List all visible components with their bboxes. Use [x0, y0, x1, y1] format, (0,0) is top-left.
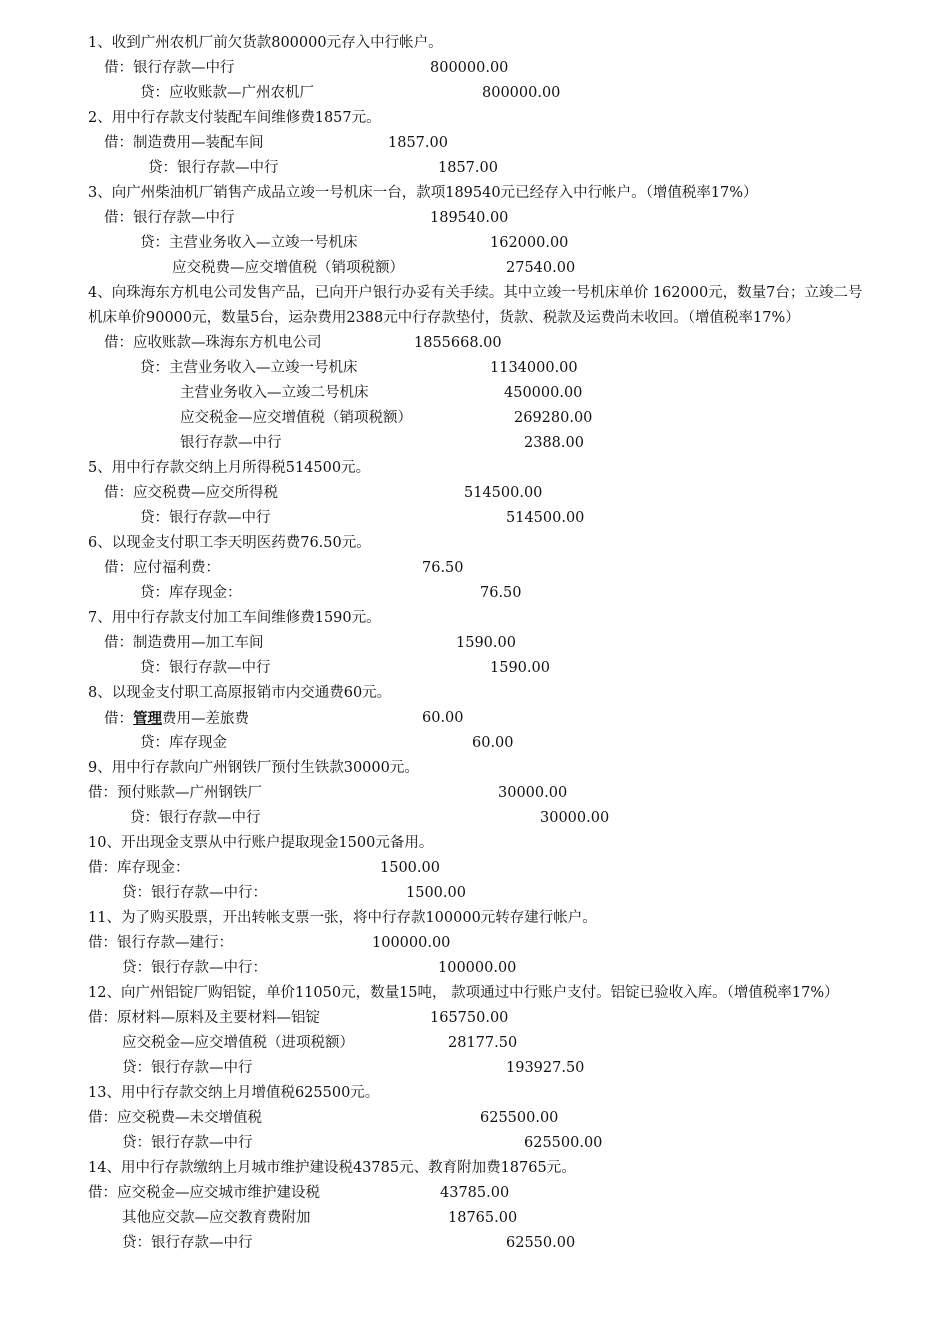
entry-4-credit-1 — [0, 356, 950, 381]
entry-8-debit — [0, 706, 950, 731]
account-text: 贷：银行存款—中行： — [122, 960, 267, 976]
entry-14-debit — [0, 1181, 950, 1206]
amount: 800000.00 — [430, 60, 509, 76]
account-text: 应交税费—应交增值税（销项税额） — [172, 260, 404, 276]
amount: 60.00 — [472, 735, 514, 751]
entry-5-question — [0, 456, 950, 481]
entry-12-debit — [0, 1006, 950, 1031]
amount: 162000.00 — [490, 235, 569, 251]
entry-3-question — [0, 181, 950, 206]
amount: 1857.00 — [438, 160, 498, 176]
entry-12-credit — [0, 1056, 950, 1081]
entry-12-question — [0, 981, 864, 1006]
question-text: 6、以现金支付职工李天明医药费76.50元。 — [88, 535, 371, 551]
amount: 193927.50 — [506, 1060, 585, 1076]
amount: 76.50 — [480, 585, 522, 601]
entry-9-question — [0, 756, 950, 781]
amount: 30000.00 — [540, 810, 610, 826]
account-text: 借：预付账款—广州钢铁厂 — [88, 785, 262, 801]
account-text: 应交税金—应交增值税（销项税额） — [180, 410, 412, 426]
entry-8-credit — [0, 731, 950, 756]
amount: 27540.00 — [506, 260, 576, 276]
account-text: 借：应付福利费： — [104, 560, 220, 576]
entry-3-credit-1 — [0, 231, 950, 256]
question-text: 13、用中行存款交纳上月增值税625500元。 — [88, 1085, 380, 1101]
account-text: 应交税金—应交增值税（进项税额） — [122, 1035, 354, 1051]
entry-6-question — [0, 531, 950, 556]
amount: 60.00 — [422, 710, 464, 726]
entry-1-debit — [0, 56, 950, 81]
account-text: 贷：银行存款—中行 — [130, 810, 261, 826]
account-text: 借：制造费用—装配车间 — [104, 135, 264, 151]
account-text: 贷：银行存款—中行 — [140, 660, 271, 676]
amount: 450000.00 — [504, 385, 583, 401]
entry-5-credit — [0, 506, 950, 531]
question-text: 14、用中行存款缴纳上月城市维护建设税43785元、教育附加费18765元。 — [88, 1160, 576, 1176]
account-text: 贷：银行存款—中行 — [148, 160, 279, 176]
amount: 1500.00 — [406, 885, 466, 901]
account-text: 借：库存现金： — [88, 860, 190, 876]
account-text: 贷：库存现金： — [140, 585, 242, 601]
entry-6-credit — [0, 581, 950, 606]
amount: 43785.00 — [440, 1185, 510, 1201]
account-text: 借：银行存款—中行 — [104, 210, 235, 226]
question-text: 4、向珠海东方机电公司发售产品，已向开户银行办妥有关手续。其中立竣一号机床单价 162000元，数量7台；立竣二号机床单价90000元，数量5台，运杂费用2388元中行存款垫付，货款、税款及运费尚未收回。（增值税率17%） — [88, 285, 863, 326]
entry-4-question — [0, 281, 864, 331]
amount: 18765.00 — [448, 1210, 518, 1226]
question-text: 12、向广州铝锭厂购铝锭，单价11050元，数量15吨， 款项通过中行账户支付。铝锭已验收入库。（增值税率17%） — [88, 985, 839, 1001]
entry-2-credit — [0, 156, 950, 181]
entry-5-debit — [0, 481, 950, 506]
entry-7-debit — [0, 631, 950, 656]
entry-1-question — [0, 31, 950, 56]
amount: 1134000.00 — [490, 360, 578, 376]
question-text: 1、收到广州农机厂前欠货款800000元存入中行帐户。 — [88, 35, 443, 51]
entry-10-question — [0, 831, 950, 856]
emphasized-word: 管理 — [133, 710, 162, 727]
account-text: 贷：银行存款—中行 — [122, 1060, 253, 1076]
entry-4-credit-4 — [0, 431, 950, 456]
amount: 28177.50 — [448, 1035, 518, 1051]
entry-13-question — [0, 1081, 950, 1106]
account-text: 贷：银行存款—中行 — [122, 1135, 253, 1151]
entry-4-debit — [0, 331, 950, 356]
amount: 800000.00 — [482, 85, 561, 101]
account-text: 贷：银行存款—中行 — [122, 1235, 253, 1251]
amount: 189540.00 — [430, 210, 509, 226]
amount: 165750.00 — [430, 1010, 509, 1026]
entry-13-debit — [0, 1106, 950, 1131]
amount: 514500.00 — [506, 510, 585, 526]
entry-7-credit — [0, 656, 950, 681]
amount: 1590.00 — [490, 660, 550, 676]
entry-12-debit-2 — [0, 1031, 950, 1056]
question-text: 10、开出现金支票从中行账户提取现金1500元备用。 — [88, 835, 434, 851]
account-text: 贷：主营业务收入—立竣一号机床 — [140, 360, 358, 376]
account-text: 借：应交税金—应交城市维护建设税 — [88, 1185, 320, 1201]
account-text: 贷：银行存款—中行： — [122, 885, 267, 901]
account-text: 贷：银行存款—中行 — [140, 510, 271, 526]
entry-2-question — [0, 106, 950, 131]
account-text: 主营业务收入—立竣二号机床 — [180, 385, 369, 401]
account-text — [104, 706, 249, 732]
question-text: 8、以现金支付职工高原报销市内交通费60元。 — [88, 685, 392, 701]
amount: 100000.00 — [372, 935, 451, 951]
account-text: 借：原材料—原料及主要材料—铝锭 — [88, 1010, 320, 1026]
account-text: 贷：主营业务收入—立竣一号机床 — [140, 235, 358, 251]
amount: 62550.00 — [506, 1235, 576, 1251]
entry-14-credit — [0, 1231, 950, 1256]
entry-9-debit — [0, 781, 950, 806]
amount: 514500.00 — [464, 485, 543, 501]
entry-8-question — [0, 681, 950, 706]
entry-11-question — [0, 906, 950, 931]
entry-14-debit-2 — [0, 1206, 950, 1231]
question-text: 3、向广州柴油机厂销售产成品立竣一号机床一台，款项189540元已经存入中行帐户。（增值税率17%） — [88, 185, 758, 201]
amount: 1857.00 — [388, 135, 448, 151]
account-text: 贷：库存现金 — [140, 735, 227, 751]
entry-3-debit — [0, 206, 950, 231]
amount: 1590.00 — [456, 635, 516, 651]
question-text: 5、用中行存款交纳上月所得税514500元。 — [88, 460, 371, 476]
account-text: 借：应交税费—应交所得税 — [104, 485, 278, 501]
account-text: 借：银行存款—中行 — [104, 60, 235, 76]
entry-10-credit — [0, 881, 950, 906]
account-text: 贷：应收账款—广州农机厂 — [140, 85, 314, 101]
amount: 625500.00 — [524, 1135, 603, 1151]
account-text: 借：应收账款—珠海东方机电公司 — [104, 335, 322, 351]
question-text: 9、用中行存款向广州钢铁厂预付生铁款30000元。 — [88, 760, 419, 776]
amount: 269280.00 — [514, 410, 593, 426]
amount: 100000.00 — [438, 960, 517, 976]
entry-13-credit — [0, 1131, 950, 1156]
account-text: 银行存款—中行 — [180, 435, 282, 451]
entry-2-debit — [0, 131, 950, 156]
question-text: 11、为了购买股票，开出转帐支票一张，将中行存款100000元转存建行帐户。 — [88, 910, 597, 926]
entry-11-debit — [0, 931, 950, 956]
question-text: 7、用中行存款支付加工车间维修费1590元。 — [88, 610, 381, 626]
account-rest: 费用—差旅费 — [162, 711, 249, 727]
entry-4-credit-2 — [0, 381, 950, 406]
entry-4-credit-3 — [0, 406, 950, 431]
amount: 625500.00 — [480, 1110, 559, 1126]
entry-1-credit — [0, 81, 950, 106]
entry-7-question — [0, 606, 950, 631]
entry-14-question — [0, 1156, 950, 1181]
amount: 30000.00 — [498, 785, 568, 801]
entry-3-credit-2 — [0, 256, 950, 281]
amount: 1855668.00 — [414, 335, 502, 351]
journal-entries-document — [0, 31, 950, 1256]
amount: 1500.00 — [380, 860, 440, 876]
account-text: 借：制造费用—加工车间 — [104, 635, 264, 651]
account-text: 借：银行存款—建行： — [88, 935, 233, 951]
question-text: 2、用中行存款支付装配车间维修费1857元。 — [88, 110, 381, 126]
account-text: 借：应交税费—未交增值税 — [88, 1110, 262, 1126]
entry-11-credit — [0, 956, 950, 981]
entry-9-credit — [0, 806, 950, 831]
entry-10-debit — [0, 856, 950, 881]
amount: 2388.00 — [524, 435, 584, 451]
debit-prefix: 借： — [104, 711, 133, 727]
entry-6-debit — [0, 556, 950, 581]
amount: 76.50 — [422, 560, 464, 576]
account-text: 其他应交款—应交教育费附加 — [122, 1210, 311, 1226]
